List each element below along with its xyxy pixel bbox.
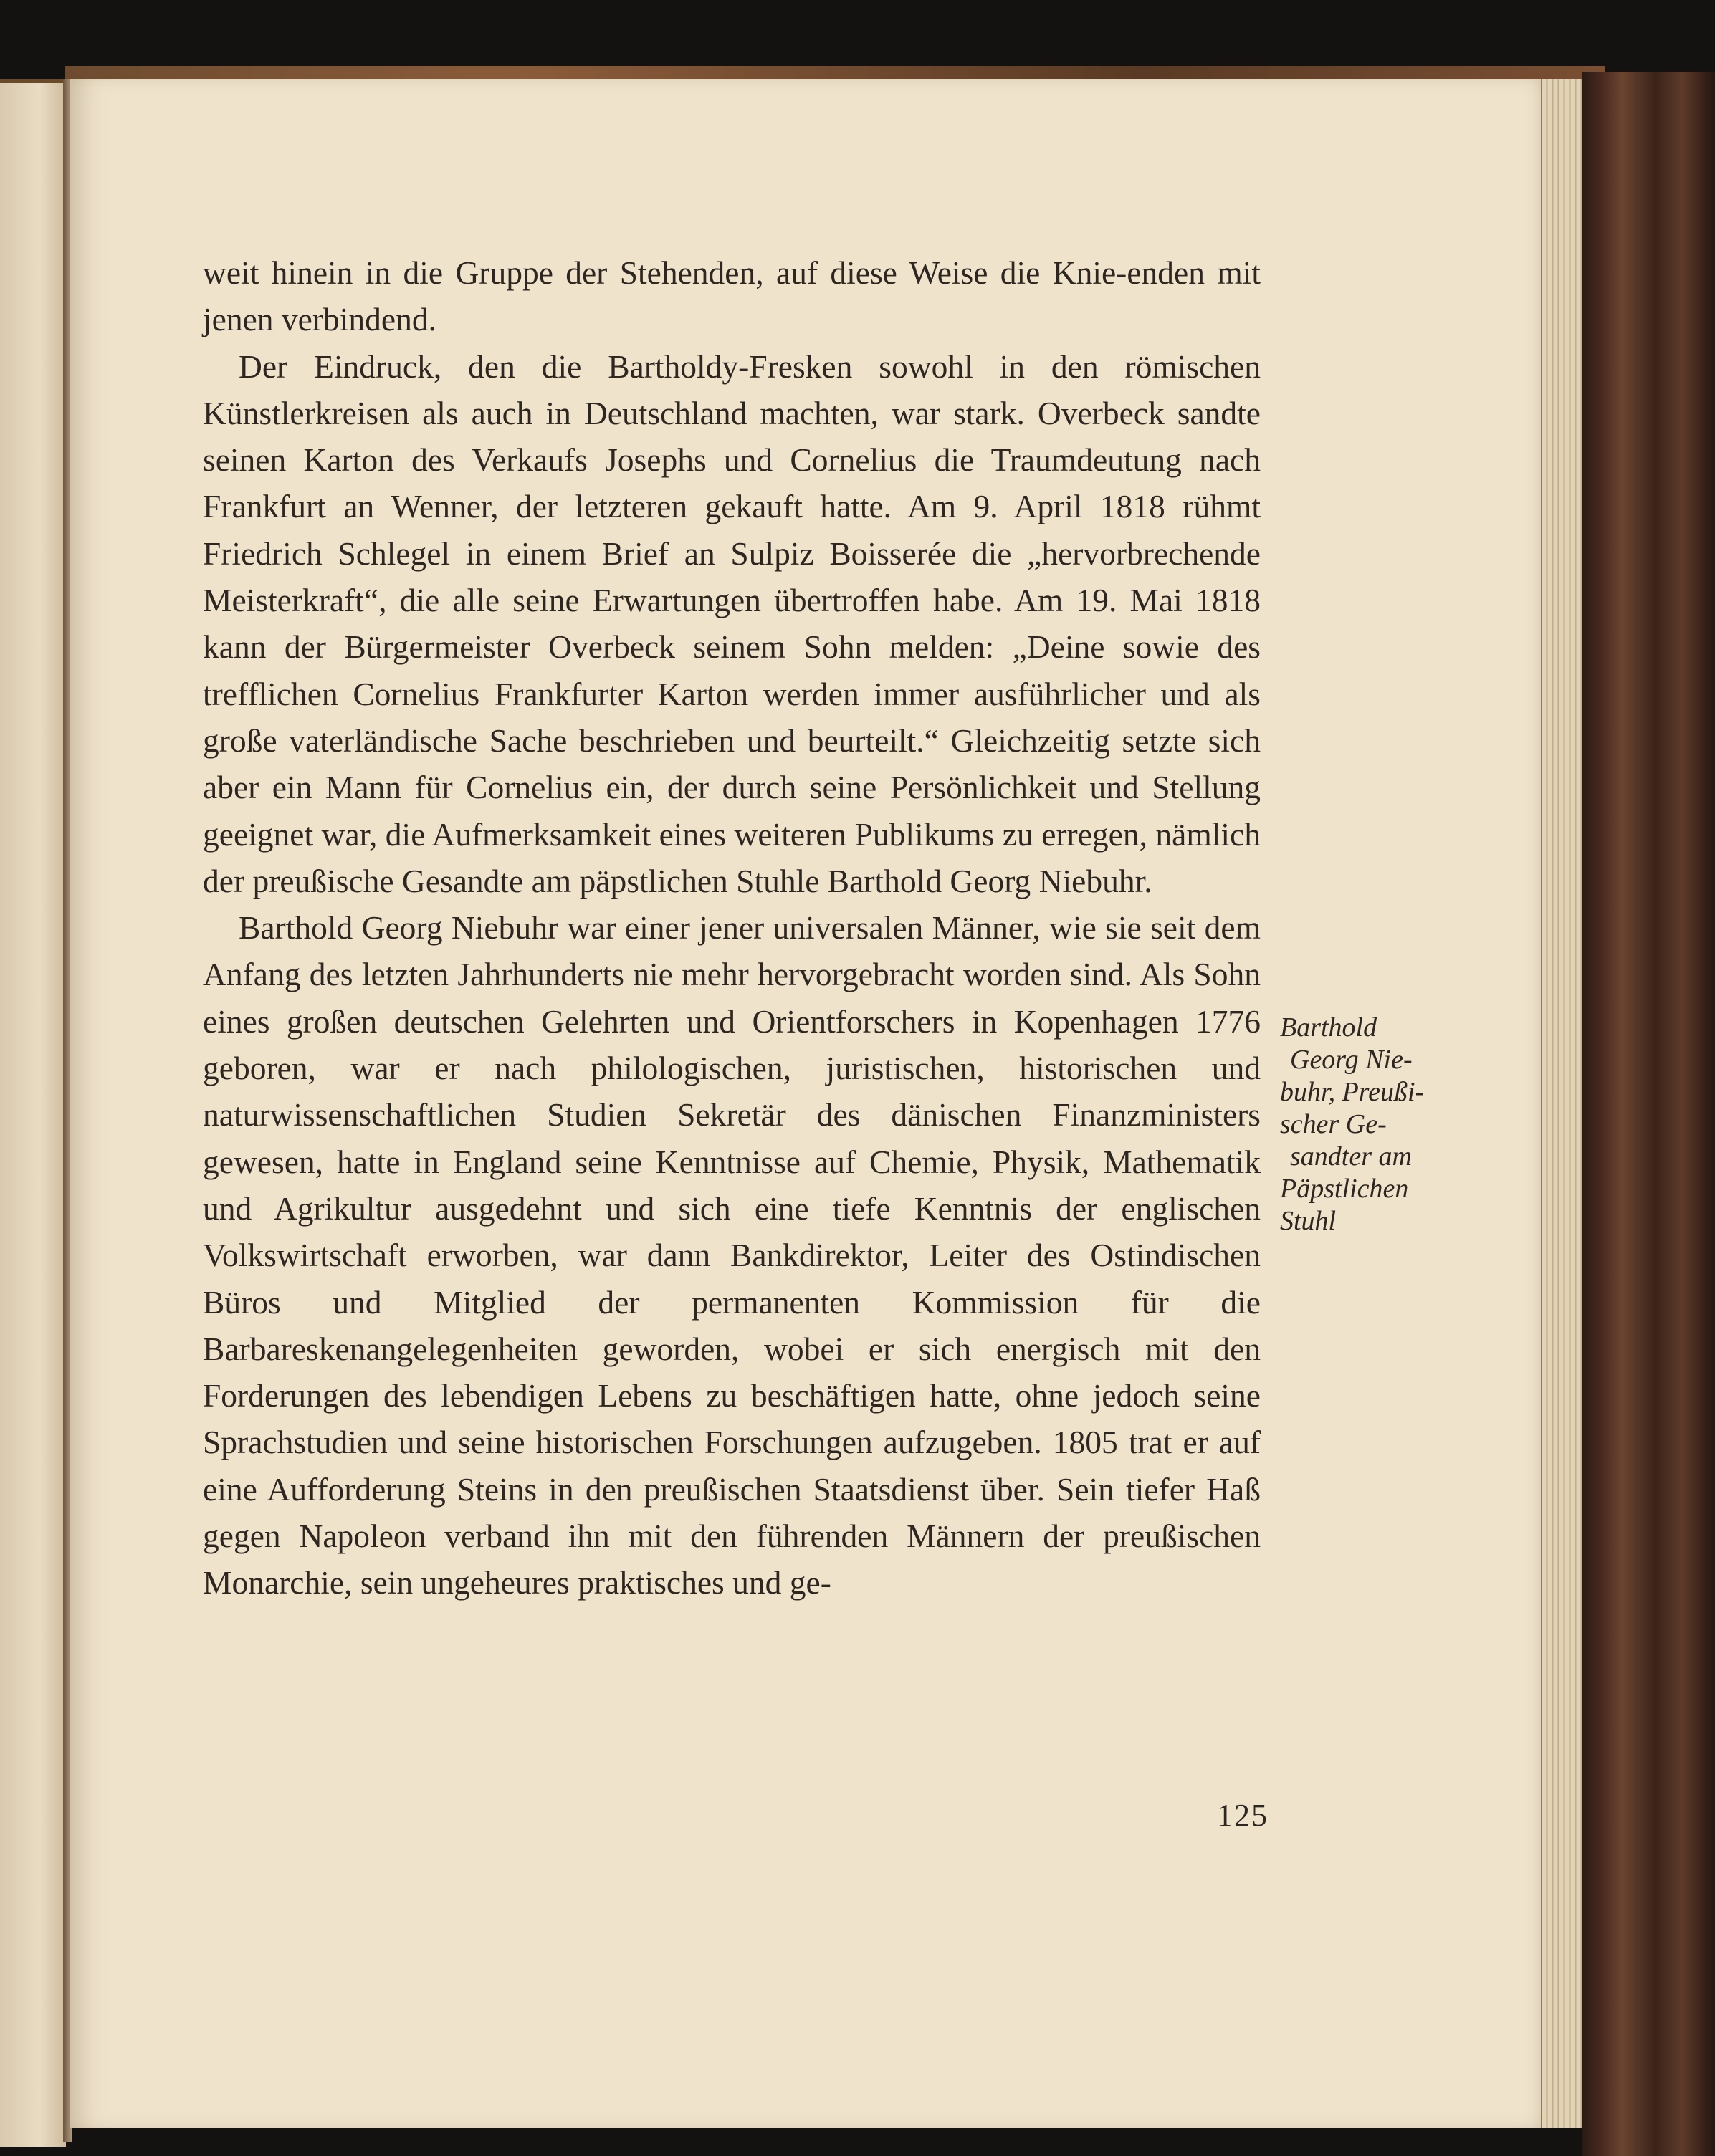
page-number: 125 (1217, 1798, 1269, 1833)
book-cover (1582, 72, 1715, 2156)
marginal-note-line: Päpstlichen (1280, 1174, 1409, 1204)
marginal-note-line: Barthold (1280, 1012, 1377, 1043)
marginal-note-line: sandter am (1290, 1141, 1412, 1172)
marginal-note (1280, 1012, 1430, 1237)
left-page-edge (0, 79, 66, 2147)
marginal-note-line: Stuhl (1280, 1206, 1337, 1236)
marginal-note-line: buhr, Preußi- (1280, 1077, 1425, 1107)
paragraph: Der Eindruck, den die Bartholdy-Fresken sowohl in den römischen Künstlerkreisen als auch in Deutschland machten, war stark. Overbeck sandte seinen Karton des Verkaufs Josephs und Cornelius die Traumdeutung nach Frankfurt an Wenner, der letzteren gekauft hatte. Am 9. April 1818 rühmt Friedrich Schlegel in einem Brief an Sulpiz Boisserée die „hervorbrechende Meisterkraft“, die alle seine Erwartungen übertroffen habe. Am 19. Mai 1818 kann der Bürgermeister Overbeck seinem Sohn melden: „Deine sowie des trefflichen Cornelius Frankfurter Karton werden immer ausführlicher und als große vaterländische Sache beschrieben und beurteilt.“ Gleichzeitig setzte sich aber ein Mann für Cornelius ein, der durch seine Persönlichkeit und Stellung geeignet war, die Aufmerksamkeit eines weiteren Publikums zu erregen, nämlich der preußische Gesandte am päpstlichen Stuhle Barthold Georg Niebuhr. (203, 348, 1261, 899)
marginal-note-line: Georg Nie- (1290, 1045, 1413, 1075)
marginal-note-line: scher Ge- (1280, 1109, 1387, 1139)
body-text (203, 249, 1261, 1606)
paragraph: Barthold Georg Niebuhr war einer jener universalen Männer, wie sie seit dem Anfang des letzten Jahrhunderts nie mehr hervorgebracht worden sind. Als Sohn eines großen deutschen Gelehrten und Orientforschers in Kopenhagen 1776 geboren, war er nach philologischen, juristischen, historischen und naturwissenschaftlichen Studien Sekretär des dänischen Finanzministers gewesen, hatte in England seine Kenntnisse auf Chemie, Physik, Mathematik und Agrikultur ausgedehnt und sich eine tiefe Kenntnis der englischen Volkswirtschaft erworben, war dann Bankdirektor, Leiter des Ostindischen Büros und Mitglied der permanenten Kommission für die Barbareskenangelegenheiten geworden, wobei er sich energisch mit den Forderungen des lebendigen Lebens zu beschäftigen hatte, ohne jedoch seine Sprachstudien und seine historischen Forschungen aufzugeben. 1805 trat er auf eine Aufforderung Steins in den preußischen Staatsdienst über. Sein tiefer Haß gegen Napoleon verband ihn mit den führenden Männern der preußischen Monarchie, sein ungeheures praktisches und ge- (203, 909, 1261, 1601)
paragraph: weit hinein in die Gruppe der Stehenden, auf diese Weise die Knie-enden mit jenen verbindend. (203, 254, 1261, 338)
page-edges (1541, 79, 1584, 2128)
